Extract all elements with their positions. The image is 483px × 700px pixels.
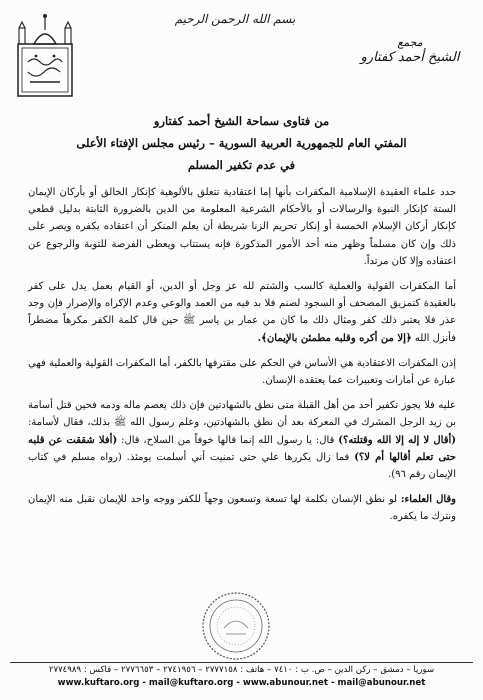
hadith-quote-1: (أقال لا إله إلا الله وقتلته؟) [338,434,456,446]
footer [6,662,477,690]
paragraph-4-end: فما زال يكررها علي حتى تمنيت أني أسلمت يومئذ. (رواه مسلم في كتاب الإيمان رقم ٩٦). [28,451,456,481]
quran-verse: ﴿إلا من أكره وقلبه مطمئن بالإيمان﴾. [257,332,412,344]
hadith-quote-2: (أفلا شققت عن قلبه حتى تعلم أقالها أم لا؟) [28,434,456,463]
paragraph-4-text: عليه فلا يجوز تكفير أحد من أهل القبلة متى نطق بالشهادتين فإن ذلك يعصم ماله ودمه فحين قتل أسامة بن زيد الرجل المشرك في المعركة بعد أن نطق بالشهادتين، وعلم رسول الله ﷺ بذلك، فقال لأسامة: [28,400,456,429]
paragraph-2 [28,278,456,347]
paragraph-5 [28,491,456,525]
footer-address: سوريا – دمشق – ركن الدين – ص. ب : ٧٤١٠ – هاتف : ٢٧٧٧١٥٨ – ٢٧٤١٩٥٦ – ٢٧٧٦٦٥٣ – فاكس : ٢٧٧٤٩٨٩ [48,665,435,675]
stamp-line2: الشيخ أحمد كفتارو [360,50,460,66]
heading-line2: المفتي العام للجمهورية العربية السورية – رئيس مجلس الإفتاء الأعلى [76,136,407,150]
basmala: بسم الله الرحمن الرحيم [174,12,296,26]
document-headings [0,110,483,176]
document-body [28,178,456,534]
paragraph-3: إذن المكفرات الاعتقادية هي الأساس في الحكم على مقترفها بالكفر، أما المكفرات القولية والعملية فهي عبارة عن أمارات وتعبيرات عما يعتقده الإنسان. [28,357,456,387]
stamp-line1: مجمع [397,36,423,49]
scholars-label: وقال العلماء: [400,494,456,506]
footer-rule [10,662,473,663]
signature-stamp [355,36,465,67]
paragraph-2-text: أما المكفرات القولية والعملية كالسب والشتم لله عز وجل أو الدين، أو القيام بعمل يدل على كفر بالعقيدة كتمزيق المصحف أو السجود لصنم فلا بد فيه من العمد والوعي وعدم الإكراه والإصرار فإن وجد عذر فلا يعتبر ذلك كفر ومثال ذلك ما كان من عمار بن ياسر ﷺ حين قال كلمة الكفر مكرهاً مضطراً فأنزل الله [28,281,456,344]
paragraph-5-text: لو نطق الإنسان بكلمة لها تسعة وتسعون وجهاً للكفر ووجه واحد للإيمان نقبل منه الإيمان ونترك ما يكفره. [28,494,456,523]
footer-websites[interactable]: www.kuftaro.org - mail@kuftaro.org - www.abunour.net - mail@abunour.net [57,678,426,688]
official-seal-icon [200,590,272,662]
paragraph-1: حدد علماء العقيدة الإسلامية المكفرات بأنها إما اعتقادية تتعلق بالألوهية كإنكار الخالق أو بأركان الإيمان الستة كإنكار النبوة والرسالات أو بالأحكام الشرعية المعلومة من الدين بالضرورة الثابتة بدليل قطعي كإنكار أركان الإسلام الخمسة أو إنكار تحريم الزنا شريطة أن يعلم المنكر أن اعتقاده يكفره ويصر على ذلك وإن كان مسلماً وظهر منه أحد الأمور المذكورة فإنه يستتاب ويعطى الفرصة للتوبة والرجوع عن اعتقاده وإلا كان مرتداً. [28,187,456,267]
paragraph-4 [28,397,456,483]
heading-line3: في عدم تكفير المسلم [187,158,296,172]
mosque-logo-icon [14,10,76,100]
heading-line1: من فتاوى سماحة الشيخ أحمد كفتارو [153,114,330,128]
paragraph-4-mid: قال: يا رسول الله إنما قالها خوفاً من السلاح، قال: [121,434,335,446]
